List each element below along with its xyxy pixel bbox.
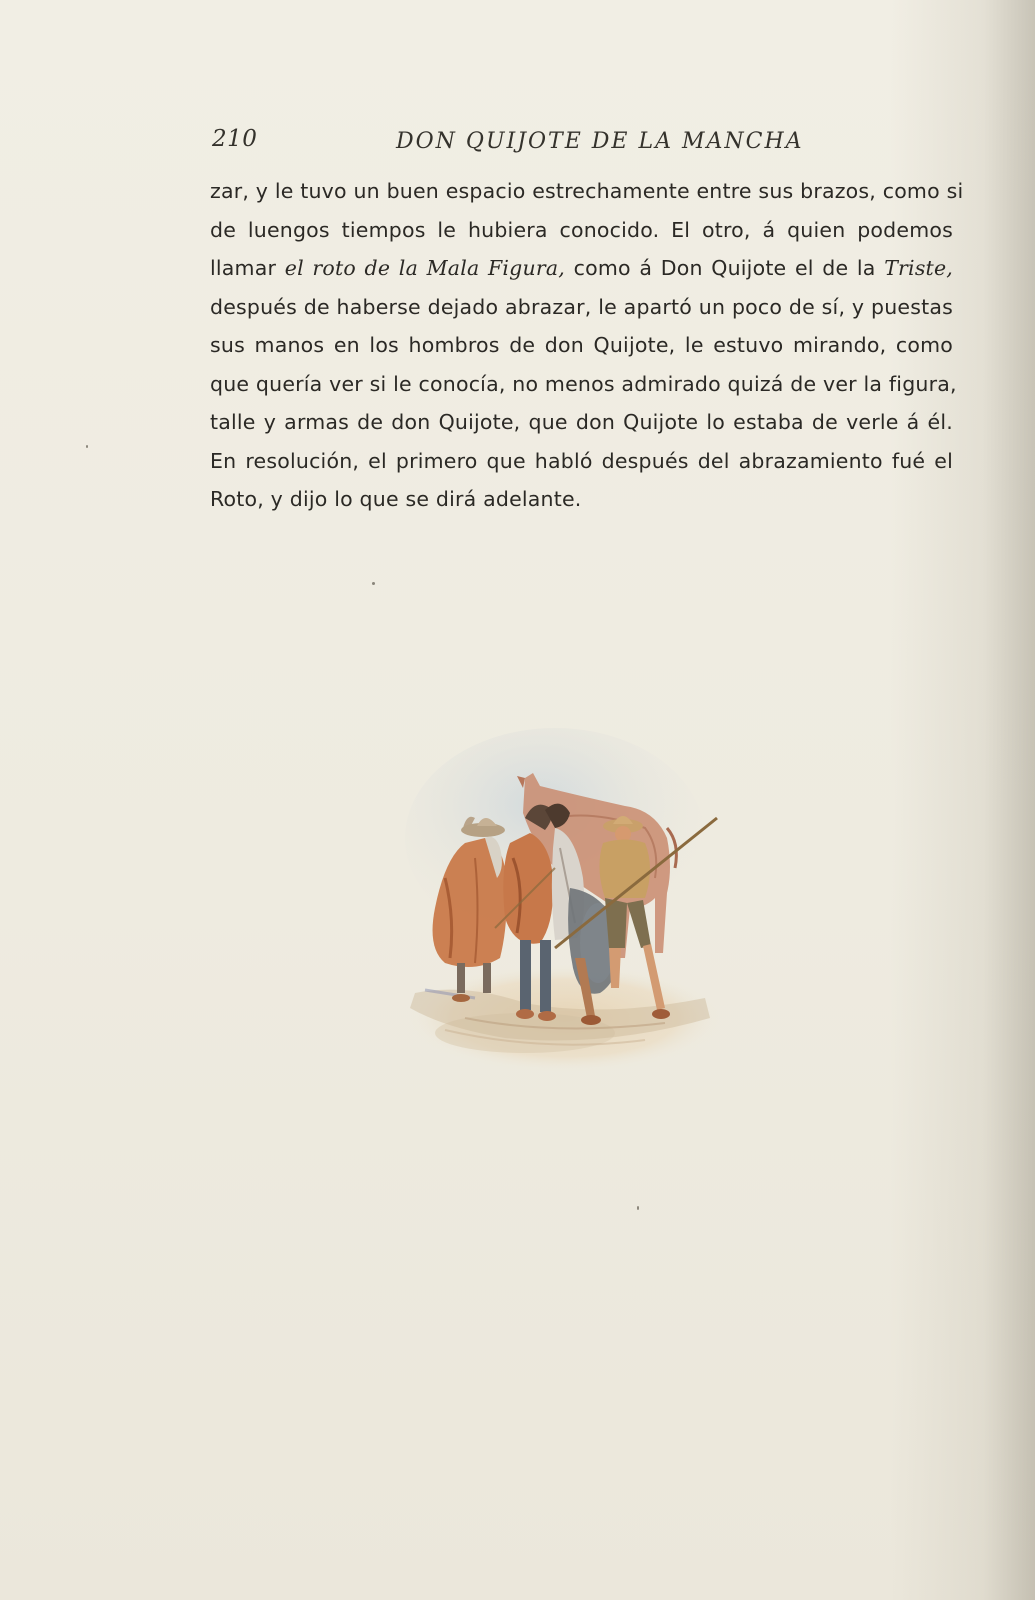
text-line-6: que quería ver si le conocía, no menos admirado quizá de ver la figura, <box>210 371 957 396</box>
paper-speck <box>86 445 88 448</box>
text-span: como á Don Quijote el de la <box>573 256 876 280</box>
text-line-1: zar, y le tuvo un buen espacio estrechamente entre sus brazos, como si <box>210 179 964 203</box>
text-line-2: de luengos tiempos le hubiera conocido. El otro, á quien podemos <box>210 217 953 242</box>
paper-speck <box>637 1206 639 1210</box>
italic-word: Triste, <box>884 256 954 280</box>
paper-speck <box>372 582 375 585</box>
body-paragraph <box>210 172 964 519</box>
text-line-9: Roto, y dijo lo que se dirá adelante. <box>210 487 582 511</box>
italic-phrase: el roto de la Mala Figura, <box>284 256 566 280</box>
illustration-drawing <box>405 718 725 1078</box>
page-number: 210 <box>212 126 258 152</box>
text-line-5: sus manos en los hombros de don Quijote, le estuvo mirando, como <box>210 333 953 357</box>
watercolor-illustration <box>405 718 725 1078</box>
text-line-3 <box>210 249 953 288</box>
running-title: DON QUIJOTE DE LA MANCHA <box>396 129 804 154</box>
text-line-4: después de haberse dejado abrazar, le apartó un poco de sí, y puestas <box>210 294 953 319</box>
text-line-7: talle y armas de don Quijote, que don Quijote lo estaba de verle á él. <box>210 410 953 434</box>
running-head <box>210 126 820 160</box>
text-span: llamar <box>210 256 277 280</box>
text-line-8: En resolución, el primero que habló después del abrazamiento fué el <box>210 448 953 473</box>
